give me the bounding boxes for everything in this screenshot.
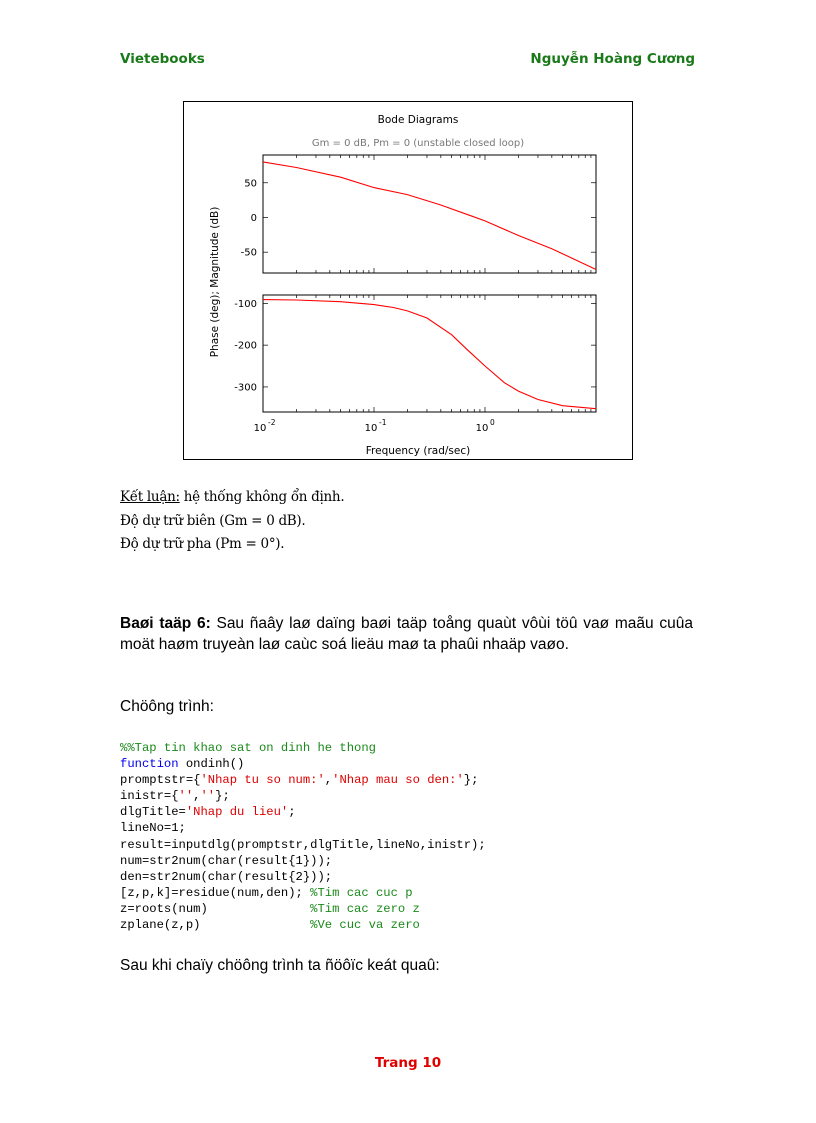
code-punct: , bbox=[324, 773, 333, 788]
code-comment: %Tim cac cuc p bbox=[310, 885, 413, 900]
code-line-7: result=inputdlg(promptstr,dlgTitle,lineNo,inistr); bbox=[120, 837, 486, 852]
conclusion-text: hệ thống không ổn định. bbox=[179, 489, 345, 505]
code-punct: ; bbox=[288, 805, 296, 820]
code-line-12: zplane(z,p) bbox=[120, 918, 311, 933]
series-line-phase bbox=[263, 300, 596, 409]
x-axis-label: Frequency (rad/sec) bbox=[365, 445, 471, 457]
conclusion-line-1 bbox=[120, 486, 344, 510]
bode-figure bbox=[183, 101, 633, 460]
code-line-8: num=str2num(char(result{1})); bbox=[120, 853, 333, 868]
code-line-11: z=roots(num) bbox=[120, 901, 311, 916]
header-right: Nguyễn Hoàng Cương bbox=[530, 51, 695, 67]
figure-title: Bode Diagrams bbox=[377, 114, 459, 126]
code-string: '' bbox=[200, 789, 216, 804]
axes-frame-magnitude bbox=[263, 155, 596, 273]
code-listing bbox=[120, 740, 486, 933]
y-tick-label: -300 bbox=[234, 382, 257, 394]
bode-diagram bbox=[184, 102, 632, 459]
code-line-10: [z,p,k]=residue(num,den); bbox=[120, 885, 311, 900]
program-label: Chöông trình: bbox=[120, 698, 214, 715]
x-tick-exponent: -1 bbox=[379, 418, 387, 427]
exercise-text: Sau ñaây laø daïng baøi taäp toång quaùt vôùi töû vaø maãu cuûa moät haøm truyeàn laø caùc soá lieäu maø ta phaûi nhaäp vaøo. bbox=[120, 615, 694, 653]
y-tick-label: -50 bbox=[240, 247, 257, 259]
conclusion-label: Kết luận: bbox=[120, 489, 180, 505]
y-tick-label: 50 bbox=[244, 178, 257, 190]
x-tick-exponent: 0 bbox=[490, 418, 495, 427]
x-tick-label: 10 bbox=[475, 423, 489, 434]
code-keyword: function bbox=[120, 757, 179, 772]
conclusion-line-3: Độ dự trữ pha (Pm = 0°). bbox=[120, 536, 285, 552]
code-line-4: inistr={ bbox=[120, 789, 179, 804]
x-tick-label: 10 bbox=[253, 423, 267, 434]
y-tick-label: -200 bbox=[234, 340, 257, 352]
code-punct: }; bbox=[215, 789, 230, 804]
code-comment: %Tim cac zero z bbox=[310, 901, 420, 916]
figure-subtitle: Gm = 0 dB, Pm = 0 (unstable closed loop) bbox=[311, 138, 525, 149]
exercise-title: Baøi taäp 6: bbox=[120, 615, 211, 632]
code-line-1: %%Tap tin khao sat on dinh he thong bbox=[120, 741, 376, 755]
code-punct: , bbox=[193, 789, 201, 804]
code-line-2: ondinh() bbox=[178, 757, 245, 772]
code-string: 'Nhap du lieu' bbox=[185, 805, 289, 820]
conclusion bbox=[120, 486, 344, 557]
code-line-9: den=str2num(char(result{2})); bbox=[120, 869, 333, 884]
code-line-3: promptstr={ bbox=[120, 773, 201, 788]
exercise-paragraph bbox=[120, 613, 693, 655]
y-axis-label: Phase (deg); Magnitude (dB) bbox=[209, 206, 221, 358]
after-text: Sau khi chaïy chöông trình ta ñöôïc keát quaû: bbox=[120, 957, 440, 974]
page-footer: Trang 10 bbox=[374, 1055, 442, 1071]
code-string: 'Nhap mau so den:' bbox=[332, 773, 464, 788]
code-string: 'Nhap tu so num:' bbox=[200, 773, 325, 788]
header-left: Vietebooks bbox=[120, 51, 205, 67]
code-comment: %Ve cuc va zero bbox=[310, 918, 420, 933]
code-line-6: lineNo=1; bbox=[120, 821, 186, 836]
conclusion-line-2: Độ dự trữ biên (Gm = 0 dB). bbox=[120, 512, 306, 529]
y-tick-label: 0 bbox=[250, 212, 257, 224]
code-string: '' bbox=[178, 789, 194, 804]
y-tick-label: -100 bbox=[234, 298, 257, 310]
series-line-magnitude bbox=[263, 162, 596, 270]
axes-frame-phase bbox=[263, 295, 596, 412]
code-line-5: dlgTitle= bbox=[120, 805, 186, 820]
x-tick-label: 10 bbox=[364, 423, 378, 434]
x-tick-exponent: -2 bbox=[268, 418, 276, 427]
code-punct: }; bbox=[463, 773, 479, 788]
